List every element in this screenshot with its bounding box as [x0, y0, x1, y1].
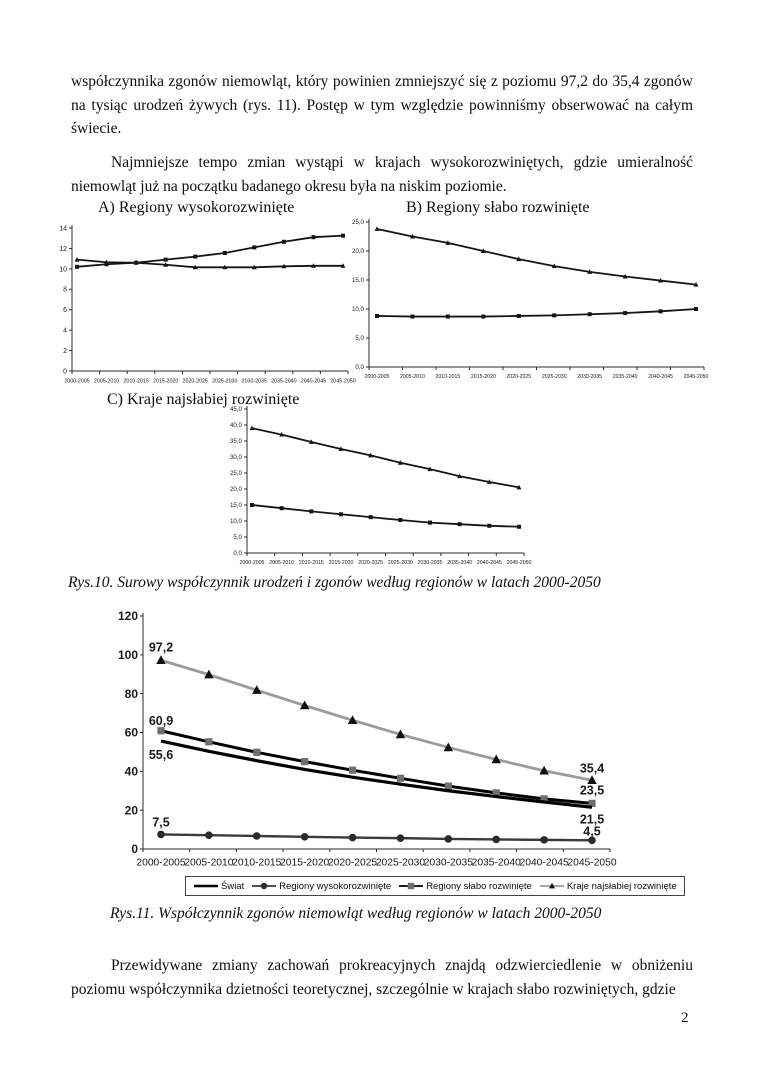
svg-text:2020-2025: 2020-2025 — [506, 374, 532, 381]
svg-text:0,0: 0,0 — [233, 550, 242, 558]
svg-text:40: 40 — [124, 764, 138, 779]
svg-text:10: 10 — [59, 266, 67, 274]
svg-text:2020-2025: 2020-2025 — [327, 857, 378, 869]
svg-text:2015-2020: 2015-2020 — [470, 374, 496, 381]
svg-text:40,0: 40,0 — [229, 422, 242, 430]
legend-item — [251, 881, 391, 892]
svg-text:60: 60 — [124, 725, 138, 740]
svg-text:2020-2025: 2020-2025 — [358, 560, 384, 567]
svg-text:2005-2010: 2005-2010 — [184, 857, 234, 869]
svg-text:2015-2020: 2015-2020 — [280, 857, 330, 869]
svg-text:15,0: 15,0 — [351, 277, 364, 285]
text-line: Najmniejsze tempo zmian wystąpi w krajach wysokorozwiniętych, gdzie umieralność — [111, 154, 693, 171]
svg-text:7,5: 7,5 — [152, 815, 170, 830]
svg-text:23,5: 23,5 — [579, 783, 605, 798]
legend-label: Kraje najsłabiej rozwinięte — [566, 880, 677, 892]
legend-label: Regiony słabo rozwinięte — [426, 880, 532, 892]
svg-text:30,0: 30,0 — [229, 454, 242, 462]
chart-c — [230, 403, 530, 568]
svg-text:2000-2005: 2000-2005 — [64, 378, 90, 385]
square-legend-icon — [398, 881, 424, 891]
text-line: świecie. — [71, 120, 122, 137]
text-line: współczynnika zgonów niemowląt, który powinien zmniejszyć się z poziomu 97,2 do 35,4 zgonów — [71, 73, 693, 90]
text-line: na tysiąc urodzeń żywych (rys. 11). Postęp w tym względzie powinniśmy obserwować na całym — [71, 96, 693, 114]
svg-text:2045-2050: 2045-2050 — [330, 378, 356, 385]
svg-text:2030-2035: 2030-2035 — [423, 857, 473, 869]
svg-text:10,0: 10,0 — [351, 306, 364, 314]
svg-text:35,4: 35,4 — [579, 761, 605, 776]
svg-text:4: 4 — [63, 327, 67, 335]
svg-text:2035-2040: 2035-2040 — [447, 560, 473, 567]
svg-text:2005-2010: 2005-2010 — [400, 374, 425, 381]
svg-text:60,9: 60,9 — [148, 713, 174, 728]
legend-item — [539, 881, 677, 892]
svg-text:21,5: 21,5 — [579, 812, 605, 827]
chart-a — [55, 222, 356, 390]
svg-text:2005-2010: 2005-2010 — [93, 378, 120, 385]
svg-text:80: 80 — [124, 686, 138, 701]
svg-text:2045-2050: 2045-2050 — [567, 857, 617, 869]
legend-label: Regiony wysokorozwinięte — [279, 880, 392, 892]
svg-text:2: 2 — [63, 348, 67, 356]
svg-text:2025-2030: 2025-2030 — [375, 857, 426, 869]
chart-b-title: B) Regiony słabo rozwinięte — [406, 199, 590, 216]
svg-text:2040-2045: 2040-2045 — [300, 378, 327, 385]
chart-c-title: C) Kraje najsłabiej rozwinięte — [107, 391, 300, 408]
svg-text:2040-2045: 2040-2045 — [648, 374, 673, 381]
svg-text:14: 14 — [59, 225, 67, 233]
svg-text:2010-2015: 2010-2015 — [298, 560, 324, 567]
svg-text:15,0: 15,0 — [229, 502, 242, 510]
svg-text:6: 6 — [63, 307, 67, 315]
svg-text:2010-2015: 2010-2015 — [435, 374, 461, 381]
svg-text:2030-2035: 2030-2035 — [577, 374, 603, 381]
chart-rys11 — [95, 605, 660, 872]
line-legend-icon — [193, 881, 219, 891]
paragraph-2 — [71, 151, 693, 198]
svg-text:2030-2035: 2030-2035 — [241, 378, 268, 385]
text-line: Przewidywane zmiany zachowań prokreacyjnych znajdą odzwierciedlenie w obniżeniu — [111, 957, 693, 974]
circle-legend-icon — [251, 881, 277, 891]
svg-text:5,0: 5,0 — [233, 534, 242, 542]
paragraph-3 — [71, 954, 693, 1001]
svg-text:2005-2010: 2005-2010 — [269, 560, 295, 567]
svg-text:2025-2030: 2025-2030 — [541, 374, 567, 381]
svg-text:5,0: 5,0 — [355, 335, 364, 343]
svg-text:2010-2015: 2010-2015 — [123, 378, 149, 385]
svg-text:2015-2020: 2015-2020 — [152, 378, 179, 385]
svg-text:20,0: 20,0 — [229, 486, 242, 494]
svg-text:35,0: 35,0 — [229, 438, 242, 446]
page-number: 2 — [681, 1010, 689, 1026]
legend-label: Świat — [221, 880, 245, 892]
caption-rys11: Rys.11. Współczynnik zgonów niemowląt według regionów w latach 2000-2050 — [110, 905, 602, 922]
svg-text:97,2: 97,2 — [148, 640, 174, 655]
svg-text:20,0: 20,0 — [351, 248, 364, 256]
svg-text:45,0: 45,0 — [229, 406, 242, 414]
svg-text:2025-2030: 2025-2030 — [212, 378, 238, 385]
svg-text:2030-2035: 2030-2035 — [417, 560, 443, 567]
triangle-legend-icon — [539, 881, 565, 891]
svg-text:2040-2045: 2040-2045 — [519, 857, 569, 869]
chart-rys11-legend — [185, 876, 685, 896]
svg-text:2035-2040: 2035-2040 — [612, 374, 638, 381]
svg-text:2045-2050: 2045-2050 — [683, 374, 709, 381]
svg-text:2025-2030: 2025-2030 — [387, 560, 413, 567]
svg-text:100: 100 — [117, 648, 138, 663]
svg-text:25,0: 25,0 — [229, 470, 242, 478]
svg-text:0: 0 — [131, 842, 138, 857]
paragraph-1 — [71, 70, 693, 141]
svg-text:2035-2040: 2035-2040 — [271, 378, 297, 385]
legend-item — [193, 881, 244, 892]
svg-text:2015-2020: 2015-2020 — [328, 560, 354, 567]
text-line: poziomu współczynnika dzietności teoretycznej, szczególnie w krajach słabo rozwiniętych, gdzie — [71, 980, 676, 998]
svg-text:2045-2050: 2045-2050 — [506, 560, 532, 567]
svg-text:12: 12 — [59, 245, 67, 253]
chart-a-title: A) Regiony wysokorozwinięte — [98, 199, 295, 216]
svg-text:0,0: 0,0 — [355, 364, 364, 372]
svg-text:4,5: 4,5 — [583, 824, 601, 839]
svg-text:20: 20 — [124, 803, 138, 818]
chart-b — [345, 218, 709, 382]
svg-text:120: 120 — [117, 609, 138, 624]
svg-text:55,6: 55,6 — [148, 748, 174, 763]
svg-text:2040-2045: 2040-2045 — [476, 560, 502, 567]
text-line: niemowląt już na początku badanego okresu była na niskim poziomie. — [71, 177, 507, 195]
svg-text:2000-2005: 2000-2005 — [136, 857, 186, 869]
legend-item — [398, 881, 532, 892]
svg-text:2020-2025: 2020-2025 — [182, 378, 208, 385]
svg-text:0: 0 — [63, 368, 67, 376]
svg-text:25,0: 25,0 — [351, 219, 364, 227]
svg-text:8: 8 — [63, 286, 67, 294]
svg-text:2035-2040: 2035-2040 — [471, 857, 521, 869]
svg-text:2000-2005: 2000-2005 — [239, 560, 265, 567]
caption-rys10: Rys.10. Surowy współczynnik urodzeń i zgonów według regionów w latach 2000-2050 — [68, 574, 601, 591]
svg-text:10,0: 10,0 — [229, 518, 242, 526]
svg-text:2000-2005: 2000-2005 — [364, 374, 390, 381]
svg-text:2010-2015: 2010-2015 — [232, 857, 282, 869]
